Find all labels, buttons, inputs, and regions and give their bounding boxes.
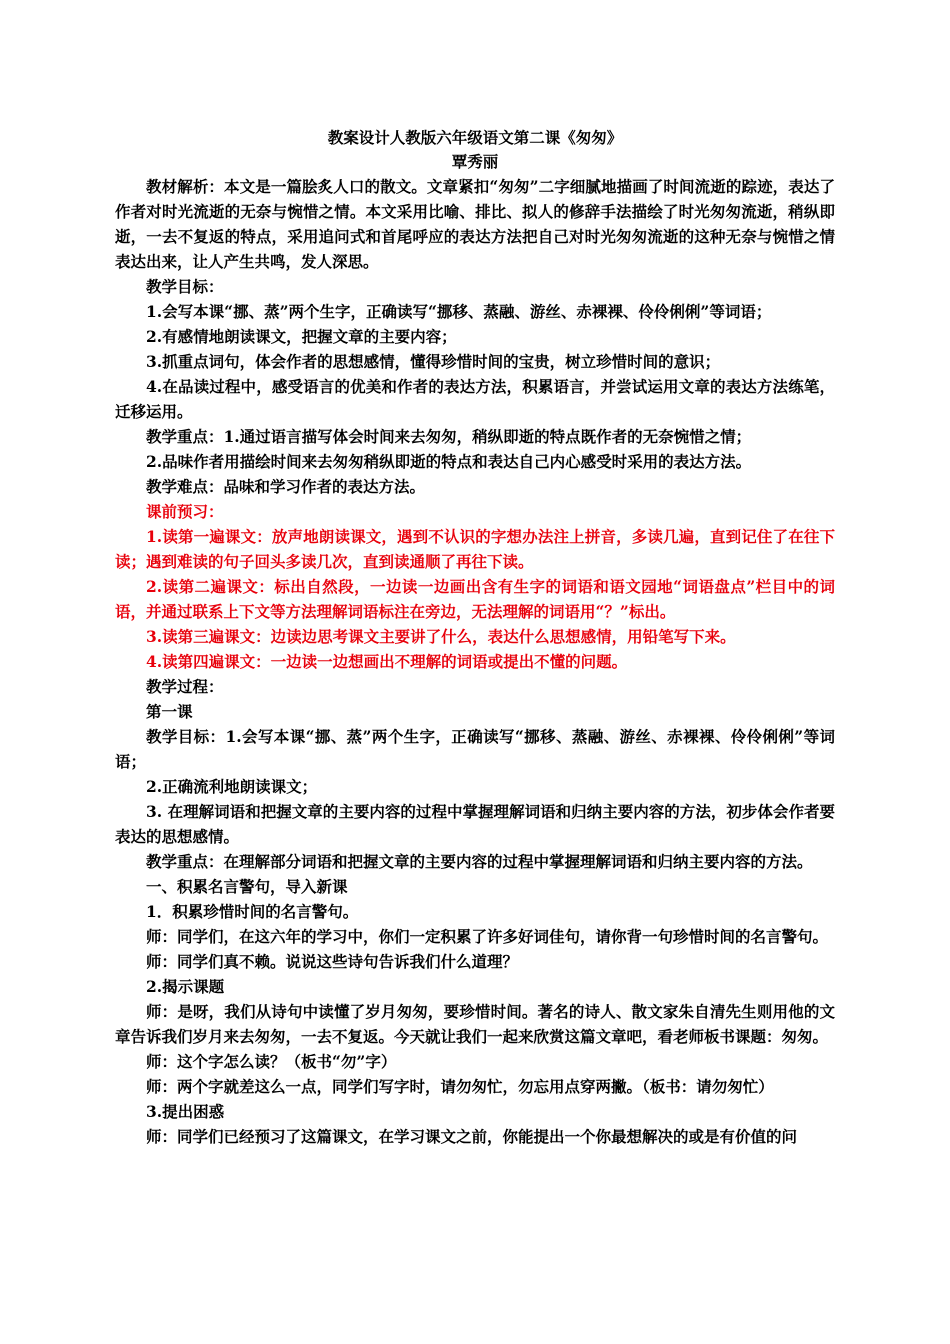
paragraph: 师：同学们真不赖。说说这些诗句告诉我们什么道理？ xyxy=(146,952,519,971)
document-body xyxy=(115,174,835,1149)
paragraph: 一、积累名言警句，导入新课 xyxy=(146,877,348,896)
document-title: 教案设计人教版六年级语文第二课《匆匆》 xyxy=(327,128,623,147)
paragraph: 3. 在理解词语和把握文章的主要内容的过程中掌握理解词语和归纳主要内容的方法，初步体会作者要表达的思想感情。 xyxy=(115,802,835,846)
paragraph: 教材解析：本文是一篇脍炙人口的散文。文章紧扣“匆匆”二字细腻地描画了时间流逝的踪迹，表达了作者对时光流逝的无奈与惋惜之情。本文采用比喻、排比、拟人的修辞手法描绘了时光匆匆流逝，稍纵即逝，一去不复返的特点，采用追问式和首尾呼应的表达方法把自己对时光匆匆流逝的这种无奈与惋惜之情表达出来，让人产生共鸣，发人深思。 xyxy=(115,177,835,271)
paragraph: 教学目标： xyxy=(146,277,224,296)
paragraph: 第一课 xyxy=(146,702,193,721)
paragraph: 师：同学们已经预习了这篇课文，在学习课文之前，你能提出一个你最想解决的或是有价值的问 xyxy=(146,1127,798,1146)
paragraph: 4.读第四遍课文：一边读一边想画出不理解的词语或提出不懂的问题。 xyxy=(146,652,628,671)
paragraph: 师：这个字怎么读？（板书“勿”字） xyxy=(146,1052,397,1071)
paragraph: 2.品味作者用描绘时间来去匆匆稍纵即逝的特点和表达自己内心感受时采用的表达方法。 xyxy=(146,452,752,471)
paragraph: 教学难点：品味和学习作者的表达方法。 xyxy=(146,477,426,496)
paragraph: 教学重点：1.通过语言描写体会时间来去匆匆，稍纵即逝的特点既作者的无奈惋惜之情； xyxy=(146,427,752,446)
paragraph: 教学过程： xyxy=(146,677,224,696)
paragraph: 4.在品读过程中，感受语言的优美和作者的表达方法，积累语言，并尝试运用文章的表达方法练笔，迁移运用。 xyxy=(115,377,835,421)
paragraph: 2.有感情地朗读课文，把握文章的主要内容； xyxy=(146,327,457,346)
paragraph: 师：两个字就差这么一点，同学们写字时，请勿匆忙，勿忘用点穿两撇。（板书：请勿匆忙） xyxy=(146,1077,774,1096)
document-author: 覃秀丽 xyxy=(451,152,499,171)
paragraph: 3.提出困惑 xyxy=(146,1102,225,1121)
paragraph: 师：是呀，我们从诗句中读懂了岁月匆匆，要珍惜时间。著名的诗人、散文家朱自清先生则用他的文章告诉我们岁月来去匆匆，一去不复返。今天就让我们一起来欣赏这篇文章吧，看老师板书课题：匆匆。 xyxy=(115,1002,835,1046)
paragraph: 教学目标：1.会写本课“挪、蒸”两个生字，正确读写“挪移、蒸融、游丝、赤裸裸、伶伶俐俐”等词语； xyxy=(115,727,835,771)
paragraph: 2.读第二遍课文：标出自然段，一边读一边画出含有生字的词语和语文园地“词语盘点”栏目中的词语，并通过联系上下文等方法理解词语标注在旁边，无法理解的词语用“？”标出。 xyxy=(115,577,835,621)
paragraph: 1.读第一遍课文：放声地朗读课文，遇到不认识的字想办法注上拼音，多读几遍，直到记住了在往下读；遇到难读的句子回头多读几次，直到读通顺了再往下读。 xyxy=(115,527,835,571)
paragraph: 1.会写本课“挪、蒸”两个生字，正确读写“挪移、蒸融、游丝、赤裸裸、伶伶俐俐”等词语； xyxy=(146,302,772,321)
paragraph: 课前预习： xyxy=(146,502,224,521)
paragraph: 2.揭示课题 xyxy=(146,977,225,996)
paragraph: 3.读第三遍课文：边读边思考课文主要讲了什么，表达什么思想感情，用铅笔写下来。 xyxy=(146,627,736,646)
document-page xyxy=(115,126,835,1149)
paragraph: 1．积累珍惜时间的名言警句。 xyxy=(146,902,359,921)
paragraph: 3.抓重点词句，体会作者的思想感情，懂得珍惜时间的宝贵，树立珍惜时间的意识； xyxy=(146,352,721,371)
paragraph: 师：同学们，在这六年的学习中，你们一定积累了许多好词佳句，请你背一句珍惜时间的名言警句。 xyxy=(146,927,829,946)
paragraph: 教学重点：在理解部分词语和把握文章的主要内容的过程中掌握理解词语和归纳主要内容的方法。 xyxy=(146,852,813,871)
paragraph: 2.正确流利地朗读课文； xyxy=(146,777,318,796)
